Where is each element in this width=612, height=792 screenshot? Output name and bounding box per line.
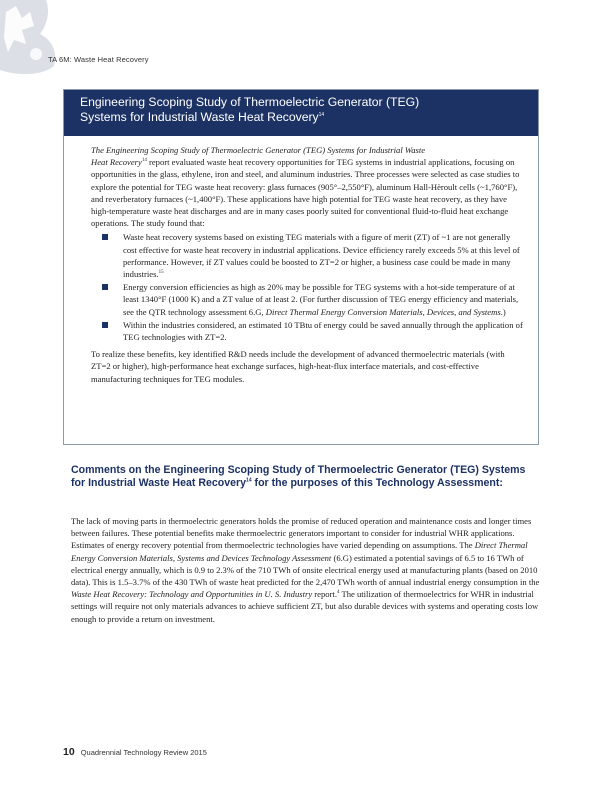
- intro-report-title-2: Heat Recovery: [91, 157, 142, 168]
- publication-title: Quadrennial Technology Review 2015: [80, 748, 207, 757]
- finding-item: Waste heat recovery systems based on existing TEG materials with a figure of merit (ZT) of ~1 are not generally cost effective for waste heat recovery in industrial applications. Device efficiency rarely exceeds 5% at this level of performance. However, if ZT values could be boosted to ZT=2 or higher, a business case could be made in many industries.$^{15}$: [99, 231, 526, 280]
- box-closing-paragraph: To realize these benefits, key identified R&D needs include the development of advanced thermoelectric materials (with ZT=2 or higher), high-performance heat exchange surfaces, high-heat-flux interface materials, and cost-effective manufacturing techniques for TEG modules.: [91, 349, 505, 384]
- intro-rest: report evaluated waste heat recovery opportunities for TEG systems in industrial applications, focusing on opportunities in the glass, ethylene, iron and steel, and aluminum industries. Three processes were selected as case studies to explore the potential for TEG waste heat recovery: glass furnaces (905°–2,550°F), aluminum Hall-Hèroult cells (~1,760°F), and reverberatory furnaces (~1,400°F). These applications have high potential for TEG waste heat recovery, as they have high-temperature waste heat discharges and are in many cases poorly suited for conventional fluid-to-fluid heat exchange operations. The study found that:: [91, 157, 520, 229]
- finding-item: Within the industries considered, an estimated 10 TBtu of energy could be saved annually through the application of TEG technologies with ZT=2.: [99, 319, 526, 343]
- intro-report-title-1: The Engineering Scoping Study of Thermoelectric Generator (TEG) Systems for Industrial Waste: [91, 145, 426, 155]
- sidebar-box: [63, 89, 539, 445]
- box-intro-paragraph: [91, 144, 526, 229]
- comments-paragraph: The lack of moving parts in thermoelectric generators holds the promise of reduced operation and maintenance costs and longer times between failures. These potential benefits make thermoelectric generators important to consider for industrial WHR applications. Estimates of energy recovery potential from thermoelectric technologies have varied depending on assumptions. The Direct Thermal Energy Conversion Materials, Systems and Devices Technology Assessment (6.G) estimated a potential savings of 6.5 to 16 TWh of electrical energy annually, which is 0.9 to 2.3% of the 710 TWh of onsite electrical energy used at manufacturing plants (based on 2010 data). This is 1.5–3.7% of the 430 TWh of waste heat predicted for the 2,470 TWh worth of annual industrial energy consumption in the Waste Heat Recovery: Technology and Opportunities in U. S. Industry report.$^4$ The utilization of thermoelectrics for WHR in industrial settings will require not only materials advances to achieve sufficient ZT, but also durable devices with systems and operating costs low enough to provide a return on investment.: [71, 516, 540, 624]
- box-body: [64, 136, 538, 385]
- page-number: 10: [63, 746, 75, 758]
- ref-title-whr-report: Waste Heat Recovery: Technology and Opportunities in U. S. Industry: [71, 589, 313, 600]
- box-title-footnote-ref: 14: [318, 111, 325, 118]
- ref-title-6g: Direct Thermal Energy Conversion Materials, Systems and Devices Technology Assessment: [71, 540, 528, 563]
- finding-footnote-ref: 15: [158, 270, 164, 276]
- box-title-line1: Engineering Scoping Study of Thermoelectric Generator (TEG): [80, 95, 420, 109]
- heading-footnote-ref: 14: [246, 477, 252, 484]
- comments-heading: Comments on the Engineering Scoping Study of Thermoelectric Generator (TEG) Systems for Industrial Waste Heat Recovery$^{14}$ for the purposes of this Technology Assessment:: [71, 464, 526, 490]
- box-title: [64, 90, 538, 136]
- paragraph-footnote-ref: 4: [336, 590, 340, 596]
- running-head: TA 6M: Waste Heat Recovery: [48, 55, 149, 64]
- findings-list: [91, 231, 526, 343]
- page-footer: [63, 746, 207, 758]
- finding-ref-title: Direct Thermal Energy Conversion Materials, Devices, and Systems: [265, 306, 501, 317]
- finding-item: Energy conversion efficiencies as high as 20% may be possible for TEG systems with a hot-side temperature of at least 1340°F (1000 K) and a ZT value of at least 2. (For further discussion of TEG energy efficiency and materials, see the QTR technology assessment 6.G, Direct Thermal Energy Conversion Materials, Devices, and Systems.): [99, 281, 526, 318]
- box-title-line2: Systems for Industrial Waste Heat Recovery: [80, 110, 319, 124]
- intro-footnote-ref: 14: [141, 158, 147, 164]
